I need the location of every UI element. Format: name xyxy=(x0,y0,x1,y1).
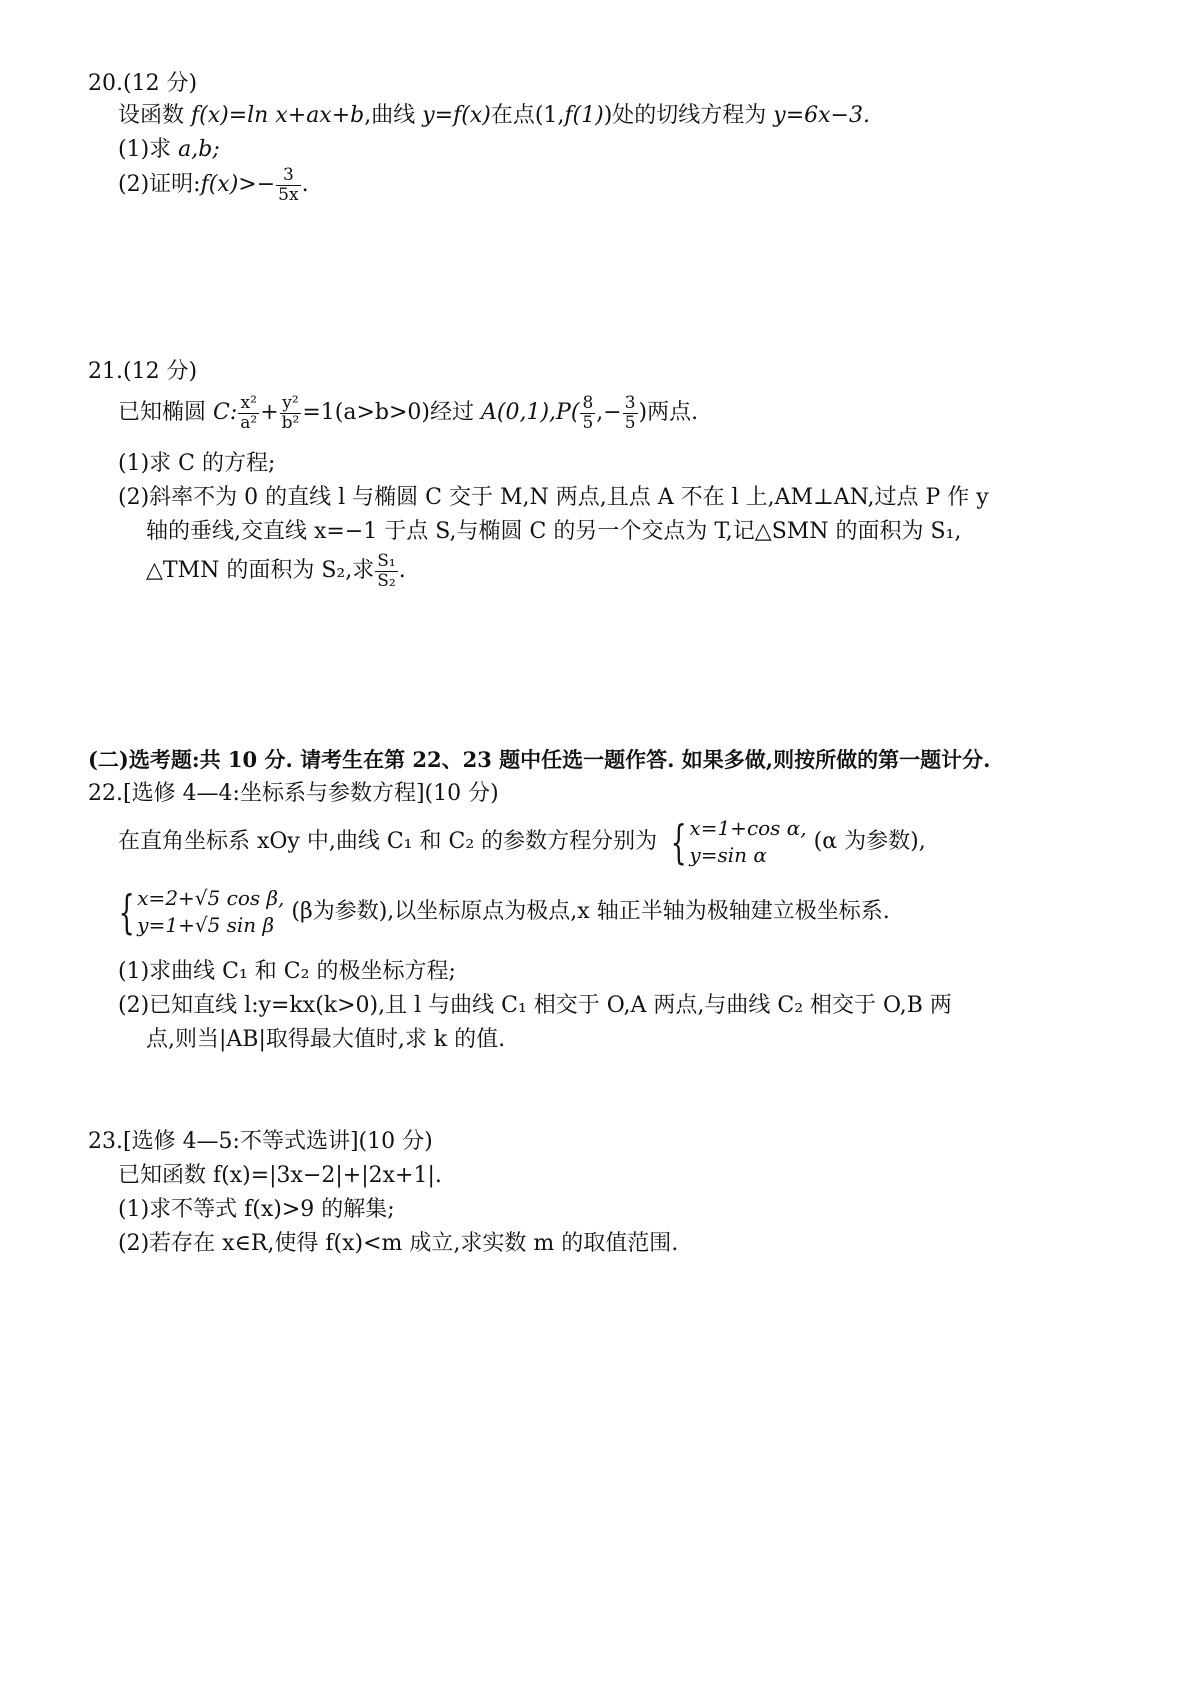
q22-intro: 在直角坐标系 xOy 中,曲线 C₁ 和 C₂ 的参数方程分别为 { x=1+cos α, y=sin α (α 为参数), xyxy=(118,815,926,869)
q21-intro: 已知椭圆 C: $\frac{\text{x²}}{\text{a²}}$ + $\frac{\text{y²}}{\text{b²}}$ =1(a>b>0)经过 A(0,1),P( $\frac{8}{5}$ ,− $\frac{3}{5}$ )两点. xyxy=(118,393,699,433)
q22-part1: (1)求曲线 C₁ 和 C₂ 的极坐标方程; xyxy=(118,959,456,984)
q22-part2-line1: (2)已知直线 l:y=kx(k>0),且 l 与曲线 C₁ 相交于 O,A 两点,与曲线 C₂ 相交于 O,B 两 xyxy=(118,993,952,1018)
elective-header: (二)选考题:共 10 分. 请考生在第 22、23 题中任选一题作答. 如果多做,则按所做的第一题计分. xyxy=(88,747,991,772)
q21-header: 21.(12 分) xyxy=(88,359,198,384)
q23-part1: (1)求不等式 f(x)>9 的解集; xyxy=(118,1197,395,1222)
q23-header: 23.[选修 4—5:不等式选讲](10 分) xyxy=(88,1129,433,1154)
q21-part2-line3: △TMN 的面积为 S₂,求 $\frac{\text{S₁}}{\text{S₂}}$ . xyxy=(146,551,406,591)
q22-part2-line2: 点,则当|AB|取得最大值时,求 k 的值. xyxy=(146,1027,506,1052)
q20-header: 20.(12 分) xyxy=(88,71,198,96)
q23-intro: 已知函数 f(x)=|3x−2|+|2x+1|. xyxy=(118,1163,442,1188)
q20-fraction: $\frac{3}{5x}$ xyxy=(278,165,299,205)
q21-frac-8-5: $\frac{8}{5}$ xyxy=(582,393,594,433)
q22-system-c1: { x=1+cos α, y=sin α xyxy=(670,815,807,869)
q21-frac-s1-s2: $\frac{\text{S₁}}{\text{S₂}}$ xyxy=(377,551,396,591)
q21-frac-3-5: $\frac{3}{5}$ xyxy=(624,393,636,433)
q20-part2: (2)证明:f(x)>− $\frac{3}{5x}$ . xyxy=(118,165,309,205)
q21-part1: (1)求 C 的方程; xyxy=(118,451,276,476)
q22-header: 22.[选修 4—4:坐标系与参数方程](10 分) xyxy=(88,781,499,806)
q23-part2: (2)若存在 x∈R,使得 f(x)<m 成立,求实数 m 的取值范围. xyxy=(118,1231,679,1256)
q22-system-c2: { x=2+√5 cos β, y=1+√5 sin β xyxy=(118,885,285,939)
q21-part2-line2: 轴的垂线,交直线 x=−1 于点 S,与椭圆 C 的另一个交点为 T,记△SMN 的面积为 S₁, xyxy=(146,519,962,544)
q21-frac-y: $\frac{\text{y²}}{\text{b²}}$ xyxy=(281,393,300,433)
q20-part1: (1)求 a,b; xyxy=(118,137,220,162)
q21-part2-line1: (2)斜率不为 0 的直线 l 与椭圆 C 交于 M,N 两点,且点 A 不在 l 上,AM⊥AN,过点 P 作 y xyxy=(118,485,989,510)
q21-frac-x: $\frac{\text{x²}}{\text{a²}}$ xyxy=(240,393,258,433)
q22-line2: { x=2+√5 cos β, y=1+√5 sin β (β为参数),以坐标原点为极点,x 轴正半轴为极轴建立极坐标系. xyxy=(112,885,890,939)
q20-intro: 设函数 f(x)=ln x+ax+b,曲线 y=f(x)在点(1,f(1))处的切线方程为 y=6x−3. xyxy=(118,103,870,128)
